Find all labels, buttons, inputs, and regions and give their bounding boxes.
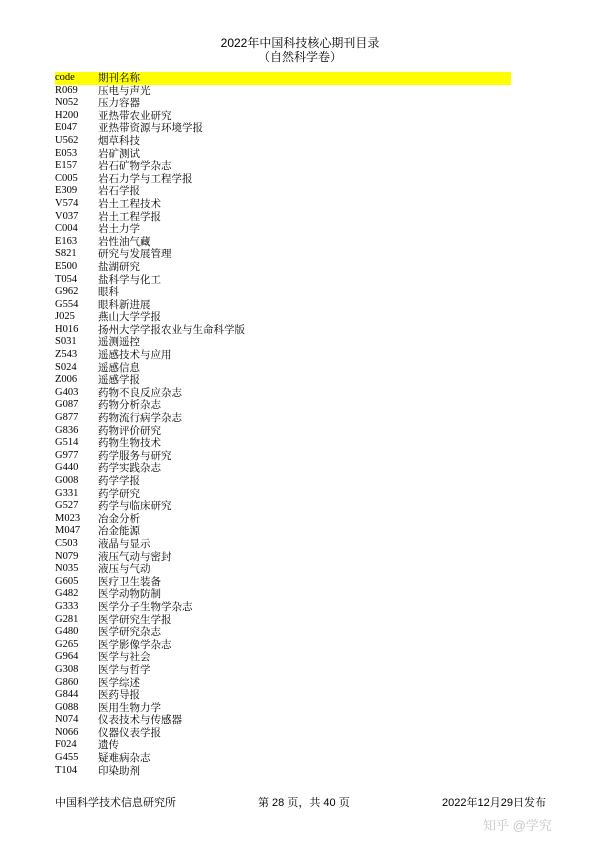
journal-code: C503 (55, 537, 78, 549)
table-row (55, 677, 511, 690)
journal-code: N052 (55, 97, 79, 109)
table-row (55, 462, 511, 475)
journal-code: G088 (55, 701, 79, 713)
journal-name: 液晶与显示 (98, 537, 151, 550)
journal-code: U562 (55, 134, 79, 146)
table-row (55, 223, 511, 236)
footer-date: 2022年12月29日发布 (442, 797, 546, 809)
table-row (55, 362, 511, 375)
journal-code: J025 (55, 311, 75, 323)
table-row (55, 349, 511, 362)
table-row (55, 173, 511, 186)
table-row (55, 500, 511, 513)
table-row (55, 727, 511, 740)
journal-code: N035 (55, 563, 79, 575)
table-row (55, 551, 511, 564)
journal-name: 液压气动与密封 (98, 550, 172, 563)
journal-code: G977 (55, 449, 79, 461)
table-row (55, 135, 511, 148)
journal-name: 研究与发展管理 (98, 248, 172, 261)
journal-code: E053 (55, 147, 78, 159)
table-row (55, 122, 511, 135)
journal-name: 盐科学与化工 (98, 273, 161, 286)
journal-code: E047 (55, 122, 78, 134)
journal-code: V574 (55, 197, 79, 209)
journal-name: 医学与哲学 (98, 663, 151, 676)
header-name: 期刊名称 (98, 72, 140, 84)
journal-code: S031 (55, 336, 77, 348)
journal-name: 医学影像学杂志 (98, 638, 172, 651)
table-row (55, 97, 511, 110)
table-row (55, 601, 511, 614)
journal-code: G482 (55, 588, 79, 600)
journal-code: E500 (55, 260, 78, 272)
table-row (55, 689, 511, 702)
journal-name: 盐湖研究 (98, 260, 140, 273)
table-row (55, 714, 511, 727)
table-row (55, 374, 511, 387)
table-header (55, 72, 511, 85)
journal-table (55, 72, 511, 777)
table-row (55, 651, 511, 664)
journal-code: G877 (55, 412, 79, 424)
table-row (55, 626, 511, 639)
journal-name: 岩石学报 (98, 185, 140, 198)
table-row (55, 425, 511, 438)
journal-name: 医学与社会 (98, 651, 151, 664)
journal-name: 药学学报 (98, 475, 140, 487)
journal-name: 扬州大学学报农业与生命科学版 (98, 323, 245, 336)
table-row (55, 412, 511, 425)
document-subtitle: （自然科学卷） (257, 50, 342, 64)
journal-name: 医学动物防制 (98, 588, 161, 601)
table-body (55, 85, 511, 778)
header-code: code (55, 72, 75, 83)
table-row (55, 614, 511, 627)
watermark: 知乎 @学究 (483, 818, 552, 833)
journal-code: R069 (55, 84, 78, 96)
table-row (55, 399, 511, 412)
journal-code: S821 (55, 248, 77, 260)
journal-name: 岩矿测试 (98, 147, 140, 160)
table-row (55, 85, 511, 98)
journal-code: G480 (55, 626, 79, 638)
journal-code: G844 (55, 689, 79, 701)
table-row (55, 513, 511, 526)
table-row (55, 261, 511, 274)
table-row (55, 739, 511, 752)
journal-code: E163 (55, 235, 78, 247)
journal-code: T104 (55, 764, 78, 776)
journal-code: T054 (55, 273, 78, 285)
table-row (55, 311, 511, 324)
journal-name: 遥感学报 (98, 374, 140, 387)
table-row (55, 525, 511, 538)
journal-name: 药学与临床研究 (98, 500, 172, 513)
table-row (55, 437, 511, 450)
journal-name: 医学研究生学报 (98, 613, 172, 626)
journal-code: M047 (55, 525, 81, 537)
journal-code: G308 (55, 663, 79, 675)
table-row (55, 324, 511, 337)
table-row (55, 236, 511, 249)
journal-name: 药学服务与研究 (98, 449, 172, 462)
journal-name: 压力容器 (98, 97, 140, 110)
journal-name: 药物不良反应杂志 (98, 386, 182, 399)
journal-name: 亚热带农业研究 (98, 109, 172, 122)
table-row (55, 664, 511, 677)
journal-name: 药物分析杂志 (98, 399, 161, 412)
table-row (55, 211, 511, 224)
table-row (55, 475, 511, 488)
table-row (55, 274, 511, 287)
journal-code: E157 (55, 160, 78, 172)
journal-name: 药学实践杂志 (98, 462, 161, 475)
journal-code: G836 (55, 424, 79, 436)
journal-code: G265 (55, 638, 79, 650)
journal-name: 印染助剂 (98, 764, 140, 777)
journal-name: 医疗卫生装备 (98, 575, 161, 588)
journal-code: M023 (55, 512, 81, 524)
footer-page-number: 第 28 页，共 40 页 (258, 797, 350, 809)
journal-code: G860 (55, 676, 79, 688)
journal-name: 疑难病杂志 (98, 752, 151, 765)
table-row (55, 248, 511, 261)
table-row (55, 148, 511, 161)
journal-code: G527 (55, 500, 79, 512)
journal-name: 岩土力学 (98, 223, 140, 236)
journal-code: G008 (55, 475, 79, 486)
journal-code: G605 (55, 575, 79, 587)
journal-name: 岩土工程技术 (98, 197, 161, 210)
journal-name: 岩石矿物学杂志 (98, 160, 172, 173)
journal-code: V037 (55, 210, 79, 222)
journal-code: H200 (55, 109, 79, 121)
journal-code: G964 (55, 651, 79, 663)
document-title: 2022年中国科技核心期刊目录 (220, 36, 380, 50)
journal-code: F024 (55, 739, 77, 751)
journal-name: 药物流行病学杂志 (98, 412, 182, 425)
journal-name: 药物生物技术 (98, 437, 161, 450)
journal-code: N066 (55, 726, 79, 738)
journal-code: Z543 (55, 349, 78, 361)
journal-name: 岩石力学与工程学报 (98, 172, 193, 185)
journal-code: N079 (55, 550, 79, 562)
journal-name: 医用生物力学 (98, 701, 161, 714)
table-row (55, 576, 511, 589)
table-row (55, 563, 511, 576)
table-row (55, 185, 511, 198)
journal-name: 压电与声光 (98, 84, 151, 97)
table-row (55, 450, 511, 463)
journal-name: 液压与气动 (98, 563, 151, 576)
journal-name: 遥感技术与应用 (98, 349, 172, 362)
journal-code: N074 (55, 714, 79, 726)
journal-name: 眼科 (98, 286, 119, 299)
journal-name: 药物评价研究 (98, 424, 161, 437)
journal-name: 亚热带资源与环境学报 (98, 122, 203, 135)
journal-code: G403 (55, 386, 79, 398)
journal-name: 药学研究 (98, 487, 140, 500)
table-row (55, 110, 511, 123)
table-row (55, 765, 511, 778)
journal-code: G455 (55, 752, 79, 764)
journal-code: G554 (55, 298, 79, 310)
table-row (55, 702, 511, 715)
journal-name: 医学研究杂志 (98, 626, 161, 639)
journal-code: G281 (55, 613, 79, 625)
journal-code: C005 (55, 172, 78, 184)
table-row (55, 160, 511, 173)
journal-code: G962 (55, 286, 79, 298)
journal-name: 医药导报 (98, 689, 140, 702)
footer-institute: 中国科学技术信息研究所 (55, 797, 176, 809)
journal-name: 眼科新进展 (98, 298, 151, 311)
journal-code: S024 (55, 361, 77, 373)
journal-code: G331 (55, 487, 79, 499)
journal-code: G514 (55, 437, 79, 449)
table-row (55, 336, 511, 349)
journal-name: 冶金分析 (98, 512, 140, 525)
journal-code: C004 (55, 223, 78, 235)
journal-code: H016 (55, 323, 79, 335)
journal-code: G333 (55, 600, 79, 612)
table-row (55, 198, 511, 211)
journal-name: 医学综述 (98, 676, 140, 689)
journal-code: G440 (55, 462, 79, 474)
journal-name: 岩土工程学报 (98, 210, 161, 223)
table-row (55, 286, 511, 299)
journal-name: 遥测遥控 (98, 336, 140, 349)
table-row (55, 488, 511, 501)
journal-name: 冶金能源 (98, 525, 140, 538)
journal-name: 燕山大学学报 (98, 311, 161, 324)
journal-code: E309 (55, 185, 78, 197)
journal-name: 岩性油气藏 (98, 235, 151, 248)
table-row (55, 752, 511, 765)
journal-name: 仪表技术与传感器 (98, 714, 182, 727)
journal-name: 烟草科技 (98, 134, 140, 147)
journal-name: 仪器仪表学报 (98, 726, 161, 739)
table-row (55, 639, 511, 652)
journal-name: 医学分子生物学杂志 (98, 600, 193, 613)
journal-code: Z006 (55, 374, 78, 386)
journal-code: G087 (55, 399, 79, 411)
table-row (55, 387, 511, 400)
journal-name: 遥感信息 (98, 361, 140, 374)
table-row (55, 299, 511, 312)
journal-name: 遗传 (98, 739, 119, 752)
table-row (55, 538, 511, 551)
table-row (55, 588, 511, 601)
